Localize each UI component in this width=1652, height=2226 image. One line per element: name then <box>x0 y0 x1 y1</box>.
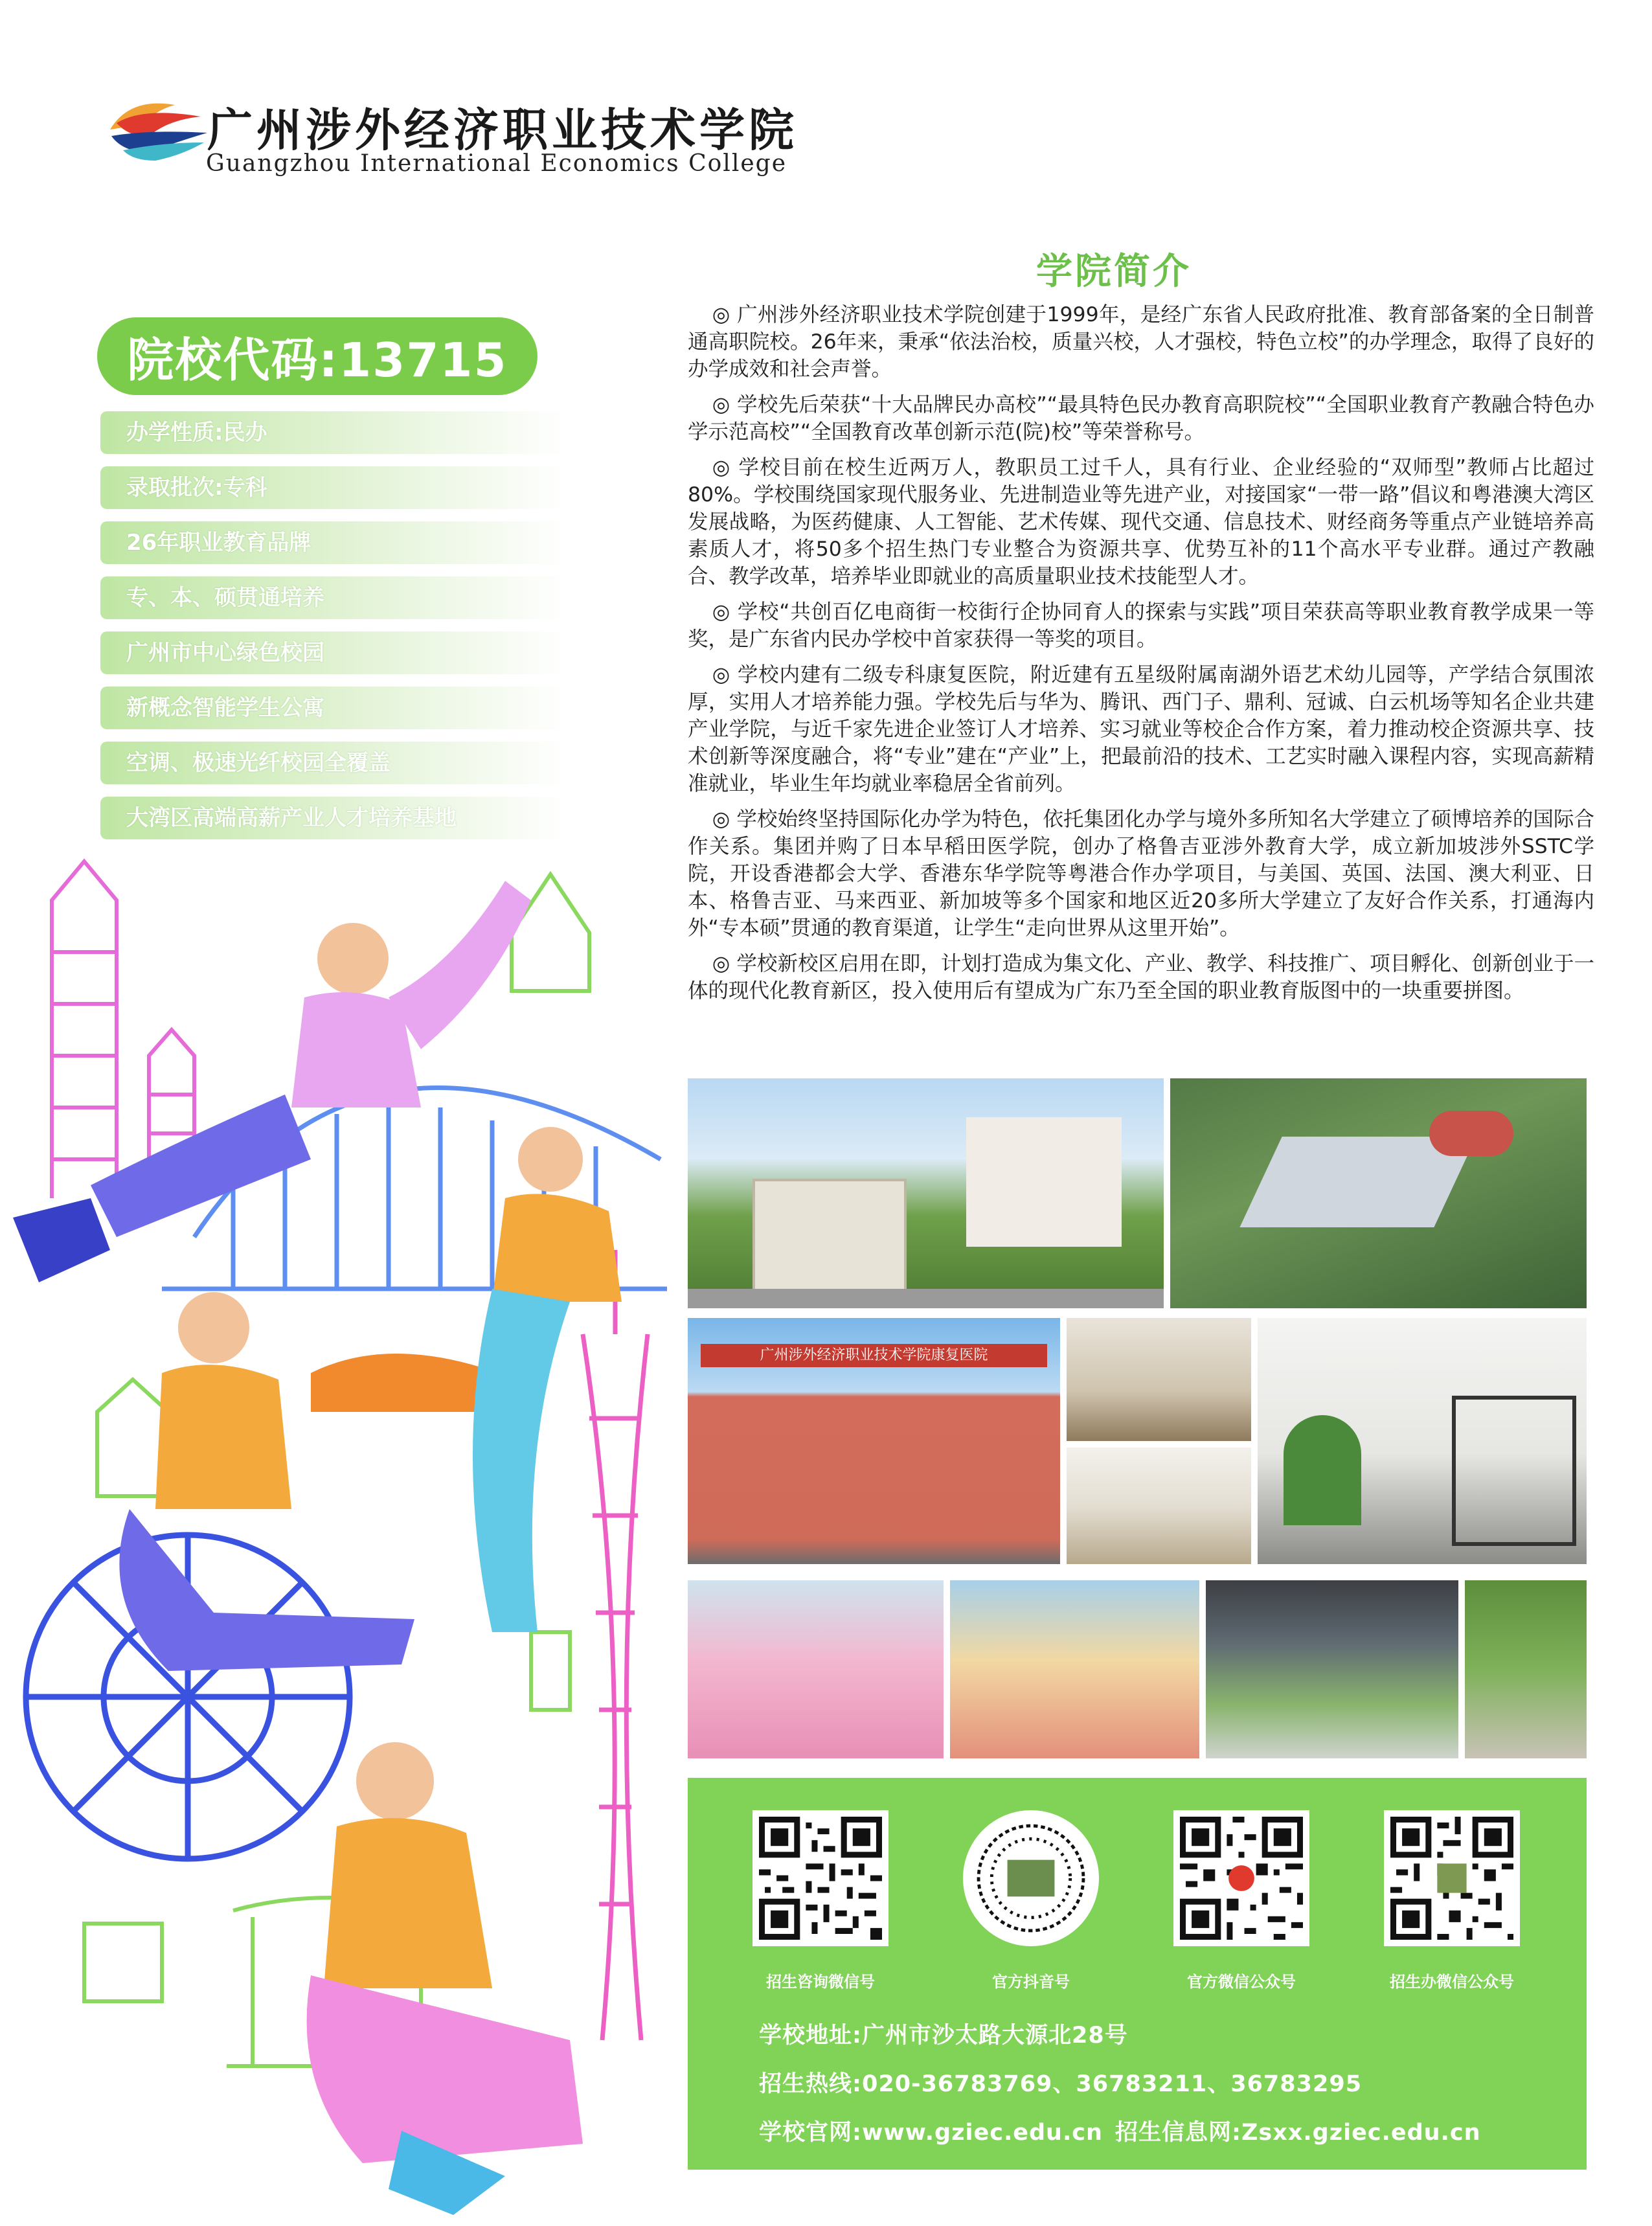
school-address: 学校地址:广州市沙太路大源北28号 <box>759 2023 1128 2049</box>
photo-kindergarten <box>950 1580 1199 1758</box>
qr-code-douyin[interactable] <box>963 1810 1099 1946</box>
qr-code-admission-official[interactable] <box>1384 1810 1520 1946</box>
students-city-illustration <box>0 835 686 2221</box>
qr-label: 招生办微信公众号 <box>1390 1973 1514 1991</box>
school-website-link[interactable]: 学校官网:www.gziec.edu.cn <box>759 2120 1103 2146</box>
intro-title: 学院简介 <box>1036 251 1192 293</box>
student-figures <box>13 881 622 2215</box>
qr-code-icon <box>1390 1817 1513 1940</box>
school-code-badge: 院校代码:13715 <box>97 317 537 395</box>
qr-code-wechat-consult[interactable] <box>752 1810 888 1946</box>
photo-dorm-room <box>1258 1318 1587 1564</box>
feature-item: 专、本、硕贯通培养 <box>100 576 567 619</box>
photo-nursing-training <box>688 1580 944 1758</box>
college-name-cn: 广州涉外经济职业技术学院 <box>207 103 798 157</box>
qr-label: 官方抖音号 <box>992 1973 1070 1991</box>
feature-item: 26年职业教育品牌 <box>100 521 567 564</box>
admission-info-link[interactable]: 招生信息网:Zsxx.gziec.edu.cn <box>1115 2120 1481 2146</box>
photo-campus-aerial <box>1170 1078 1587 1308</box>
tv-tower-icon <box>583 1250 648 2040</box>
qr-label: 官方微信公众号 <box>1187 1973 1296 1991</box>
photo-campus-gate <box>688 1078 1164 1308</box>
admission-hotline: 招生热线:020-36783769、36783211、36783295 <box>759 2071 1363 2097</box>
intro-paragraph: ◎ 广州涉外经济职业技术学院创建于1999年，是经广东省人民政府批准、教育部备案的全日制普通高职院校。26年来，秉承“依法治校，质量兴校，人才强校，特色立校”的办学理念，取得了良好的办学成效和社会声誉。 <box>688 303 1594 381</box>
intro-paragraph: ◎ 学校新校区启用在即，计划打造成为集文化、产业、教学、科技推广、项目孵化、创新创业于一体的现代化教育新区，投入使用后有望成为广东乃至全国的职业教育版图中的一块重要拼图。 <box>688 952 1594 1003</box>
feature-item: 广州市中心绿色校园 <box>100 631 567 674</box>
qr-code-icon <box>759 1817 882 1940</box>
intro-paragraph: ◎ 学校目前在校生近两万人，教职员工过千人，具有行业、企业经验的“双师型”教师占比超过80%。学校围绕国家现代服务业、先进制造业等先进产业，对接国家“一带一路”倡议和粤港澳大湾区发展战略，为医药健康、人工智能、艺术传媒、现代交通、信息技术、财经商务等重点产业链培养高素质人才，将50多个招生热门专业整合为资源共享、优势互补的11个高水平专业群。通过产教融合、教学改革，培养毕业即就业的高质量职业技术技能型人才。 <box>688 456 1594 588</box>
photo-computer-lab <box>1206 1580 1458 1758</box>
qr-code-icon <box>1180 1817 1303 1940</box>
photo-library <box>1067 1448 1251 1564</box>
feature-list <box>100 411 567 852</box>
feature-item: 大湾区高端高薪产业人才培养基地 <box>100 797 567 839</box>
intro-paragraph: ◎ 学校“共创百亿电商街一校街行企协同育人的探索与实践”项目荣获高等职业教育教学成果一等奖，是广东省内民办学校中首家获得一等奖的项目。 <box>688 600 1594 651</box>
hospital-sign: 广州涉外经济职业技术学院康复医院 <box>701 1344 1047 1367</box>
photo-rehab-hospital <box>688 1318 1060 1564</box>
intro-paragraph: ◎ 学校始终坚持国际化办学为特色，依托集团化办学与境外多所知名大学建立了硕博培养的国际合作关系。集团并购了日本早稻田医学院，创办了格鲁吉亚涉外教育大学，成立新加坡涉外SSTC学院，开设香港都会大学、香港东华学院等粤港合作办学项目，与美国、英国、法国、澳大利亚、日本、格鲁吉亚、马来西亚、新加坡等多个国家和地区近20多所大学建立了友好合作关系，打通海内外“专本硕”贯通的教育渠道，让学生“走向世界从这里开始”。 <box>688 808 1594 940</box>
college-name-en: Guangzhou International Economics College <box>206 150 787 177</box>
qr-label: 招生咨询微信号 <box>766 1973 875 1991</box>
photo-dorm-corridor <box>1067 1318 1251 1441</box>
feature-item: 空调、极速光纤校园全覆盖 <box>100 742 567 784</box>
intro-paragraph: ◎ 学校内建有二级专科康复医院，附近建有五星级附属南湖外语艺术幼儿园等，产学结合氛围浓厚，实用人才培养能力强。学校先后与华为、腾讯、西门子、鼎利、冠诚、白云机场等知名企业共建产业学院，与近千家先进企业签订人才培养、实习就业等校企合作方案，着力推动校企资源共享、技术创新等深度融合，将“专业”建在“产业”上，把最前沿的技术、工艺实时融入课程内容，实现高薪精准就业，毕业生年均就业率稳居全省前列。 <box>688 663 1594 795</box>
feature-item: 办学性质:民办 <box>100 411 567 454</box>
feature-item: 录取批次:专科 <box>100 466 567 509</box>
stadium-icon <box>311 1354 499 1412</box>
feature-item: 新概念智能学生公寓 <box>100 687 567 729</box>
contact-panel <box>688 1778 1587 2170</box>
qr-code-wechat-official[interactable] <box>1173 1810 1309 1946</box>
intro-text <box>688 301 1594 1013</box>
photo-campus-path <box>1465 1580 1587 1758</box>
intro-paragraph: ◎ 学校先后荣获“十大品牌民办高校”“最具特色民办教育高职院校”“全国职业教育产教融合特色办学示范高校”“全国教育改革创新示范(院)校”等荣誉称号。 <box>688 393 1594 444</box>
college-logo <box>104 91 214 168</box>
qr-code-icon <box>976 1823 1086 1933</box>
